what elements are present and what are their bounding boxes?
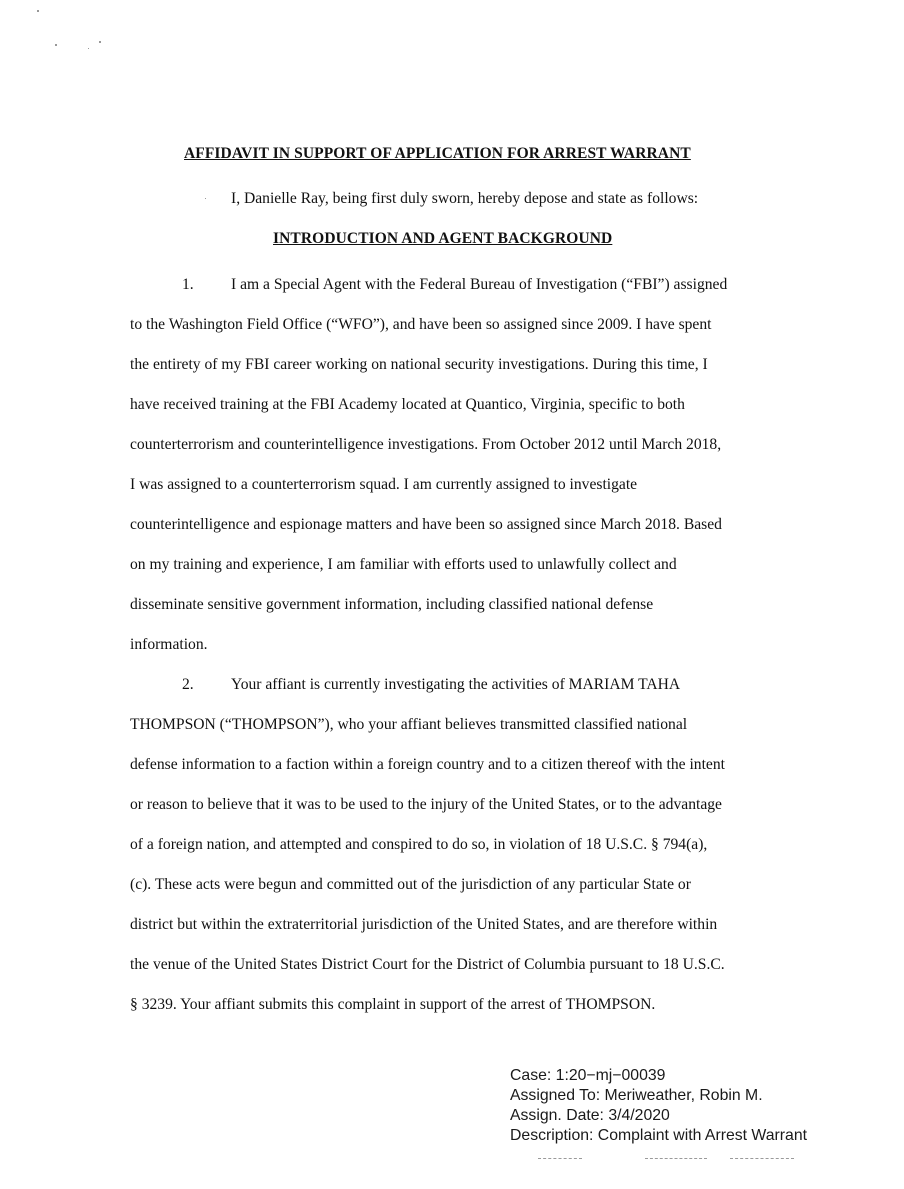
paragraph-1-line: counterintelligence and espionage matters and have been so assigned since March 2018. Based <box>130 516 722 533</box>
case-number: Case: 1:20−mj−00039 <box>510 1067 666 1084</box>
paragraph-2-line: Your affiant is currently investigating the activities of MARIAM TAHA <box>231 676 681 693</box>
paragraph-1-line: to the Washington Field Office (“WFO”), and have been so assigned since 2009. I have spent <box>130 316 712 333</box>
opening-statement: I, Danielle Ray, being first duly sworn, hereby depose and state as follows: <box>231 190 699 207</box>
affidavit-title: AFFIDAVIT IN SUPPORT OF APPLICATION FOR ARREST WARRANT <box>184 145 691 162</box>
scan-speck <box>37 10 39 12</box>
scan-speck <box>88 48 89 49</box>
scan-speck <box>55 44 57 46</box>
case-stamp <box>510 1066 807 1146</box>
stamp-dashes <box>538 1158 582 1160</box>
paragraph-2-line: the venue of the United States District Court for the District of Columbia pursuant to 18 U.S.C. <box>130 956 725 973</box>
paragraph-1-line: I was assigned to a counterterrorism squad. I am currently assigned to investigate <box>130 476 638 493</box>
paragraph-1-line: the entirety of my FBI career working on national security investigations. During this time, I <box>130 356 708 373</box>
paragraph-2-line: of a foreign nation, and attempted and conspired to do so, in violation of 18 U.S.C. § 794(a), <box>130 836 708 853</box>
assigned-to: Assigned To: Meriweather, Robin M. <box>510 1087 763 1104</box>
scan-speck <box>99 41 101 43</box>
paragraph-1-line: counterterrorism and counterintelligence investigations. From October 2012 until March 2018, <box>130 436 722 453</box>
paragraph-2-line: THOMPSON (“THOMPSON”), who your affiant believes transmitted classified national <box>130 716 688 733</box>
assign-date: Assign. Date: 3/4/2020 <box>510 1107 670 1124</box>
paragraph-2-line: or reason to believe that it was to be used to the injury of the United States, or to the advantage <box>130 796 722 813</box>
paragraph-2-line: defense information to a faction within a foreign country and to a citizen thereof with the intent <box>130 756 725 773</box>
paragraph-2-line: § 3239. Your affiant submits this complaint in support of the arrest of THOMPSON. <box>130 996 656 1013</box>
paragraph-1-line: have received training at the FBI Academy located at Quantico, Virginia, specific to both <box>130 396 685 413</box>
paragraph-2-number: 2. <box>182 676 194 693</box>
paragraph-1-line: information. <box>130 636 208 653</box>
section-heading: INTRODUCTION AND AGENT BACKGROUND <box>273 230 613 247</box>
paragraph-1-line: disseminate sensitive government information, including classified national defense <box>130 596 654 613</box>
case-description: Description: Complaint with Arrest Warrant <box>510 1127 808 1144</box>
paragraph-2-line: (c). These acts were begun and committed out of the jurisdiction of any particular State or <box>130 876 691 893</box>
paragraph-1-line: on my training and experience, I am familiar with efforts used to unlawfully collect and <box>130 556 677 573</box>
scan-speck <box>205 198 206 199</box>
stamp-dashes <box>730 1158 794 1160</box>
paragraph-2-line: district but within the extraterritorial jurisdiction of the United States, and are therefore within <box>130 916 718 933</box>
stamp-dashes <box>645 1158 707 1160</box>
paragraph-1-line: I am a Special Agent with the Federal Bureau of Investigation (“FBI”) assigned <box>231 276 728 293</box>
paragraph-1-number: 1. <box>182 276 194 293</box>
